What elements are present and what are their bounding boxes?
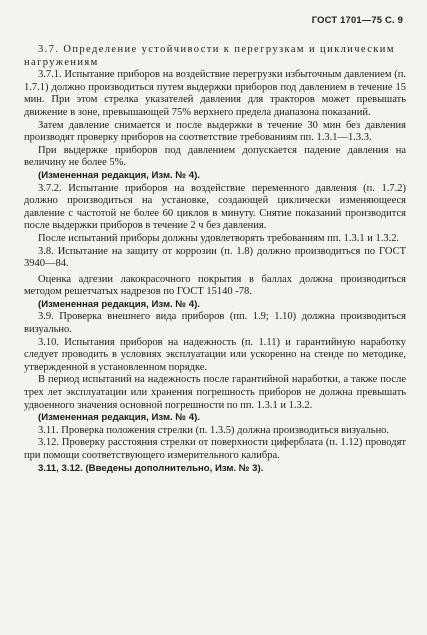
amendment-note-added: 3.11, 3.12. (Введены дополнительно, Изм. № 3). [38,462,264,474]
paragraph-pressure-release: Затем давление снимается и после выдержки в течение 30 мин без давления производят проверку приборов на соответствие требованиям пп. 1.3.1—1.3.3. [24,119,406,144]
paragraph-3-9: 3.9. Проверка внешнего вида приборов (пп. 1.9; 1.10) должна производиться визуально. [24,311,406,336]
amendment-note: (Измененная редакция, Изм. № 4). [38,169,200,181]
page-header: ГОСТ 1701—75 С. 9 [311,14,403,25]
paragraph-reliability-period: В период испытаний на надежность после гарантийной наработки, а также после трех лет эксплуатации или хранения погрешность приборов не должна превышать удвоенного значения основной погрешности по пп. 1.3.1 и 1.3.2. [24,374,406,411]
paragraph-3-12: 3.12. Проверку расстояния стрелки от поверхности циферблата (п. 1.12) проводят при помощи соответствующего измерительного калибра. [24,437,406,461]
paragraph-3-11: 3.11. Проверка положения стрелки (п. 1.3.5) должна производиться визуально. [38,424,390,436]
document-body [24,44,406,475]
paragraph-3-7-2: 3.7.2. Испытание приборов на воздействие переменного давления (п. 1.7.2) должно производиться на установке, создающей циклически изменяющееся давление с частотой не более 60 циклов в минуту. Снятие показаний производится после выдержки приборов в течение 2 ч без давления. [24,182,406,232]
paragraph-pressure-drop: При выдержке приборов под давлением допускается падение давления на величину не более 5%. [24,144,406,169]
paragraph-3-7-1: 3.7.1. Испытание приборов на воздействие перегрузки избыточным давлением (п. 1.7.1) должно производиться путем выдержки приборов под давлением в течение 15 мин. При этом стрелка указателей давления для тракторов может превышать движение в зоне, превышающей 75% верхнего предела диапазона показаний. [24,69,406,118]
amendment-note: (Измененная редакция, Изм. № 4). [38,412,200,424]
paragraph-3-10: 3.10. Испытания приборов на надежность (п. 1.11) и гарантийную наработку следует проводить в условиях эксплуатации или ускоренно на стенде по методике, утвержденной в установленном порядке. [24,336,406,373]
section-title: 3.7. Определение устойчивости к перегрузкам и циклическим нагружениям [24,44,395,68]
amendment-note: (Измененная редакция, Изм. № 4). [38,298,200,310]
paragraph-adhesion: Оценка адгезии лакокрасочного покрытия в баллах должна производиться методом решетчатых надрезов по ГОСТ 15140 -78. [24,273,406,298]
paragraph-3-8: 3.8. Испытание на защиту от коррозии (п. 1.8) должно производиться по ГОСТ 3940—84. [24,245,406,270]
paragraph-after-tests: После испытаний приборы должны удовлетворять требованиям пп. 1.3.1 и 1.3.2. [38,232,400,244]
